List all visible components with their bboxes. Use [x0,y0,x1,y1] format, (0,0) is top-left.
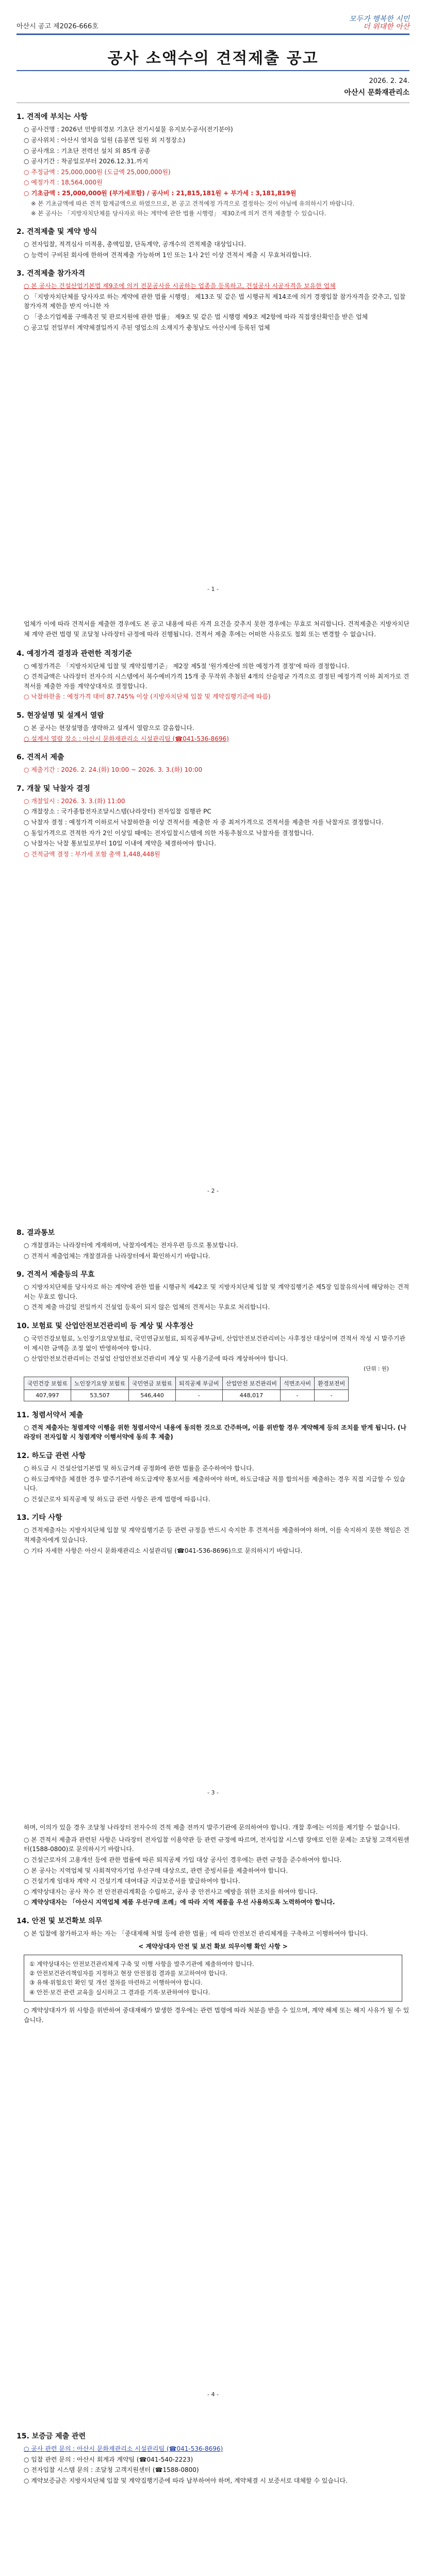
city-slogan-logo: 모두가 행복한 시민 더 위대한 아산 [349,15,409,31]
list-item: ○ 제출기간 : 2026. 2. 24.(화) 10:00 ~ 2026. 3. 3.(화) 10:00 [24,766,203,774]
page-1 [0,0,426,602]
section-title: 3. 견적제출 참가자격 [17,269,85,278]
section-title: 4. 예정가격 결정과 관련한 적정기준 [17,649,132,658]
list-item: ○ 전자입찰, 적격심사 미적용, 총액입찰, 단독계약, 공개수의 견적제출 대상입니다. [24,241,247,248]
title-divider [17,70,409,71]
page-3 [0,1204,426,1805]
section-title: 15. 보증금 제출 관련 [17,2432,86,2441]
page-4 [0,1805,426,2407]
table-header: 노인장기요양 보험료 [71,1377,128,1389]
table-header: 퇴직공제 부금비 [175,1377,222,1389]
list-item: ○ 예정가격은 「지방자치단체 입찰 및 계약집행기준」 제2장 제5절 '원가계산에 의한 예정가격 결정'에 따라 결정합니다. [24,662,350,670]
checklist-line: ② 안전보건관리책임자를 지정하고 현장 안전점검 결과를 보고하여야 합니다. [29,1969,227,1977]
section-title: 2. 견적제출 및 계약 방식 [17,228,97,236]
list-item: ○ 공사위치 : 아산시 염치읍 일원 (음봉면 일원 외 지정장소) [24,136,186,144]
table-header-row [24,1377,349,1389]
table-cell: - [280,1389,314,1401]
list-item: ○ 기타 자세한 사항은 아산시 문화재관리소 시설관리팀 (☎041-536-8696)으로 문의하시기 바랍니다. [24,1547,303,1554]
list-item: ○ 견적금액 결정 : 부가세 포함 총액 1,448,448원 [24,850,160,858]
page-header [17,15,409,35]
section-title: 10. 보험료 및 산업안전보건관리비 등 계상 및 사후정산 [17,1321,193,1330]
list-item: ○ 개찰결과는 나라장터에 게재하며, 낙찰자에게는 전자우편 등으로 통보합니다. [24,1242,238,1249]
table-header: 석면조사비 [280,1377,314,1389]
issuing-agency: 아산시 문화재관리소 [344,89,409,97]
list-item: ○ 「중소기업제품 구매촉진 및 판로지원에 관한 법률」 제9조 및 같은 법 시행령 제9조 제2항에 따라 직접생산확인을 받은 업체 [24,313,368,320]
list-item: ○ 견적 제출 마감일 전일까지 건설업 등록이 되지 않은 업체의 견적서는 무효로 처리합니다. [24,1303,270,1311]
list-item: ○ 추정금액 : 25,000,000원 (도급액 25,000,000원) [24,168,171,176]
section-title: 7. 개찰 및 낙찰자 결정 [17,784,90,793]
page-number: - 3 - [207,1789,219,1796]
list-item: ○ 예정가격 : 18,564,000원 [24,179,103,187]
table-header: 국민건강 보험료 [24,1377,71,1389]
section-title: 9. 견적서 제출등의 무효 [17,1270,95,1279]
checklist-box [24,1955,402,2002]
list-item: ○ 낙찰하한율 : 예정가격 대비 87.745% 이상 (지방자치단체 입찰 및 계약집행기준에 따름) [24,693,271,701]
table-row [24,1389,349,1401]
page-2 [0,602,426,1204]
list-item: ○ 설계서 열람 장소 : 아산시 문화재관리소 시설관리팀 (☎041-536-8696) [24,735,229,742]
list-item: ○ 건설근로자 퇴직공제 및 하도급 관련 사항은 관계 법령에 따릅니다. [24,1495,210,1503]
list-item: ○ 본 공사는 건설산업기본법 제9조에 의거 전문공사를 시공하는 업종을 등록하고, 건설공사 시공자격을 보유한 업체 [24,282,336,290]
list-item: ○ 공사개요 : 기초단 전력선 설치 외 85개 공종 [24,147,151,155]
list-item: ○ 본 공사는 현장설명을 생략하고 설계서 열람으로 갈음합니다. [24,724,194,732]
list-item: ○ 견적제출자는 지방자치단체 입찰 및 계약집행기준 등 관련 규정을 반드시 숙지한 후 견적서를 제출하여야 하며, 이를 숙지하지 못한 책임은 견적제출자에게 있습니다. [24,1527,409,1544]
list-item: ○ 공사건명 : 2026년 민방위경보 기초단 전기시설물 유지보수공사(전기분야) [24,126,233,133]
notice-number: 아산시 공고 제2026-666호 [17,23,99,31]
list-item: ○ 하도급계약을 체결한 경우 발주기관에 하도급계약 통보서를 제출하여야 하며, 하도급대금 직불 합의서를 제출하는 경우 직접 지급할 수 있습니다. [24,1475,405,1493]
list-item: ○ 입찰 관련 문의 : 아산시 회계과 계약팀 (☎041-540-2223) [24,2455,193,2463]
table-cell: 407,997 [24,1389,71,1401]
list-item: ○ 견적서 제출업체는 개찰결과를 나라장터에서 확인하시기 바랍니다. [24,1252,210,1260]
list-item: ○ 본 견적서 제출과 관련된 사항은 나라장터 전자입찰 이용약관 등 관련 규정에 따르며, 전자입찰 시스템 장애로 인한 문제는 조달청 고객지원센터(1588-0800)로 문의하시기 바랍니다. [24,1836,409,1853]
section-title: 6. 견적서 제출 [17,753,64,762]
list-item: ○ 개찰일시 : 2026. 3. 3.(화) 11:00 [24,797,125,805]
list-item: ○ 계약보증금은 지방자치단체 입찰 및 계약집행기준에 따라 납부하여야 하며, 계약체결 시 보증서로 대체할 수 있습니다. [24,2477,348,2484]
list-item: ○ 하도급 시 건설산업기본법 및 하도급거래 공정화에 관한 법률을 준수하여야 합니다. [24,1464,254,1472]
document-title: 공사 소액수의 견적제출 공고 [107,49,319,68]
section-title: 14. 안전 및 보건확보 의무 [17,1917,103,1925]
list-item: ○ 국민건강보험료, 노인장기요양보험료, 국민연금보험료, 퇴직공제부금비, 산업안전보건관리비는 사후정산 대상이며 견적서 작성 시 발주기관이 제시한 금액을 조정 없이 반영하여야 합니다. [24,1334,406,1352]
checklist-title: < 계약상대자 안전 및 보건 확보 의무이행 확인 사항 > [138,1942,288,1950]
notice-date: 2026. 2. 24. [369,77,409,86]
paragraph: 하며, 이의가 있을 경우 조달청 나라장터 전자수의 견적 제출 전까지 발주기관에 문의하여야 합니다. 개찰 후에는 이의를 제기할 수 없습니다. [24,1824,400,1831]
list-item: ○ 계약상대자는 「아산시 지역업체 제품 우선구매 조례」에 따라 지역 제품을 우선 사용하도록 노력하여야 합니다. [24,1899,335,1906]
list-item: ○ 건설근로자의 고용개선 등에 관한 법률에 따른 퇴직공제 가입 대상 공사인 경우에는 관련 규정을 준수하여야 합니다. [24,1856,342,1863]
page-number: - 4 - [207,2391,219,2398]
paragraph: 업체가 이에 따라 견적서를 제출한 경우에도 본 공고 내용에 따른 자격 요건을 갖추지 못한 경우에는 무효로 처리합니다. 견적제출은 지방자치단체 계약 관련 법령 및 조달청 나라장터 규정에 따라 진행됩니다. 견적서 제출 후에는 어떠한 사유로도 철회 또는 변경할 수 없습니다. [24,620,409,638]
list-item: ○ 공사기간 : 착공일로부터 2026.12.31.까지 [24,158,149,165]
list-item: ○ 개찰장소 : 국가종합전자조달시스템(나라장터) 전자입찰 집행관 PC [24,808,211,816]
section-title: 13. 기타 사항 [17,1514,62,1522]
list-item: ○ 견적금액은 나라장터 전자수의 시스템에서 복수예비가격 15개 중 무작위 추첨된 4개의 산술평균 가격으로 결정된 예정가격 이하 최저가로 견적서를 제출한 자를 계약상대자로 결정합니다. [24,673,409,690]
table-header: 환경보전비 [315,1377,349,1389]
note-item: ※ 본 공사는 「지방자치단체를 당사자로 하는 계약에 관한 법률 시행령」 제30조에 의거 견적 제출할 수 있습니다. [31,209,326,217]
list-item: ○ 건설기계 임대차 계약 시 건설기계 대여대금 지급보증서를 발급하여야 합니다. [24,1877,240,1885]
page-5 [0,2407,426,2576]
list-item: ○ 본 공사는 지역업체 및 사회적약자기업 우선구매 대상으로, 관련 증빙서류를 제출하여야 합니다. [24,1867,288,1874]
section-title: 11. 청렴서약서 제출 [17,1411,84,1419]
table-header: 국민연금 보험료 [129,1377,176,1389]
list-item: ○ 전자입찰 시스템 문의 : 조달청 고객지원센터 (☎1588-0800) [24,2466,199,2474]
list-item: ○ 본 입찰에 참가하고자 하는 자는 「중대재해 처벌 등에 관한 법률」에 따라 안전보건 관리체계를 구축하고 이행하여야 합니다. [24,1929,368,1937]
page-number: - 2 - [207,1188,219,1194]
section-title: 5. 현장설명 및 설계서 열람 [17,711,104,720]
checklist-line: ④ 안전·보건 관련 교육을 실시하고 그 결과를 기록·보관하여야 합니다. [29,1988,210,1996]
list-item: ○ 견적 제출자는 청렴계약 이행을 위한 청렴서약서 내용에 동의한 것으로 간주하며, 이를 위반할 경우 계약해제 등의 조치를 받게 됩니다. (나라장터 전자입찰 시 청렴계약 이행서약에 동의 후 제출) [24,1423,407,1441]
table-cell: 53,507 [71,1389,128,1401]
table-cell: 448,017 [222,1389,280,1401]
table-unit: (단위 : 원) [364,1365,389,1372]
table-header: 산업안전 보건관리비 [222,1377,280,1389]
section-title: 12. 하도급 관련 사항 [17,1451,86,1460]
list-item: ○ 낙찰자는 낙찰 통보일로부터 10일 이내에 계약을 체결하여야 합니다. [24,840,217,848]
checklist-line: ③ 유해·위험요인 확인 및 개선 절차를 마련하고 이행하여야 합니다. [29,1979,203,1987]
table-cell: - [175,1389,222,1401]
list-item: ○ 계약상대자가 위 사항을 위반하여 중대재해가 발생한 경우에는 관련 법령에 따라 처분을 받을 수 있으며, 계약 해제 또는 해지 사유가 될 수 있습니다. [24,2007,409,2024]
section-title: 1. 견적에 부치는 사항 [17,113,88,122]
page-number: - 1 - [207,586,219,592]
list-item: ○ 산업안전보건관리비는 건설업 산업안전보건관리비 계상 및 사용기준에 따라 계상하여야 합니다. [24,1355,288,1363]
list-item: ○ 「지방자치단체를 당사자로 하는 계약에 관한 법률 시행령」 제13조 및 같은 법 시행규칙 제14조에 의거 경쟁입찰 참가자격을 갖추고, 입찰참가자격 제한을 받지 아니한 자 [24,293,406,310]
checklist-line: ① 계약상대자는 안전보건관리체계 구축 및 이행 사항을 발주기관에 제출하여야 합니다. [29,1960,254,1968]
list-item: ○ 낙찰자 결정 : 예정가격 이하로서 낙찰하한율 이상 견적서를 제출한 자 중 최저가격으로 견적서를 제출한 자를 낙찰자로 결정합니다. [24,818,384,826]
table-cell: - [315,1389,349,1401]
list-item: ○ 계약상대자는 공사 착수 전 안전관리계획을 수립하고, 공사 중 안전사고 예방을 위한 조치를 하여야 합니다. [24,1888,318,1895]
list-item: ○ 동일가격으로 견적한 자가 2인 이상일 때에는 전자입찰시스템에 의한 자동추첨으로 낙찰자를 결정합니다. [24,829,314,837]
list-item: ○ 기초금액 : 25,000,000원 (부가세포함) / 공사비 : 21,815,181원 + 부가세 : 3,181,819원 [24,189,297,197]
note-item: ※ 본 기초금액에 따른 견적 합계금액으로 하였으므로, 본 공고 견적예정 가격으로 결정하는 것이 아님에 유의하시기 바랍니다. [31,199,355,207]
list-item: ○ 지방자치단체를 당사자로 하는 계약에 관한 법률 시행규칙 제42조 및 지방자치단체 입찰 및 계약집행기준 제5장 입찰유의서에 해당하는 견적서는 무효로 합니다. [24,1283,409,1300]
insurance-table [24,1377,349,1401]
list-item: ○ 공고일 전일부터 계약체결일까지 주된 영업소의 소재지가 충청남도 아산시에 등록된 업체 [24,324,270,331]
list-item: ○ 공사 관련 문의 : 아산시 문화재관리소 시설관리팀 (☎041-536-8696) [24,2445,223,2452]
section-title: 8. 결과통보 [17,1229,55,1237]
list-item: ○ 능력이 구비된 회사에 한하여 견적제출 가능하며 1인 또는 1사 2인 이상 견적서 제출 시 무효처리합니다. [24,251,312,259]
table-cell: 546,440 [129,1389,176,1401]
